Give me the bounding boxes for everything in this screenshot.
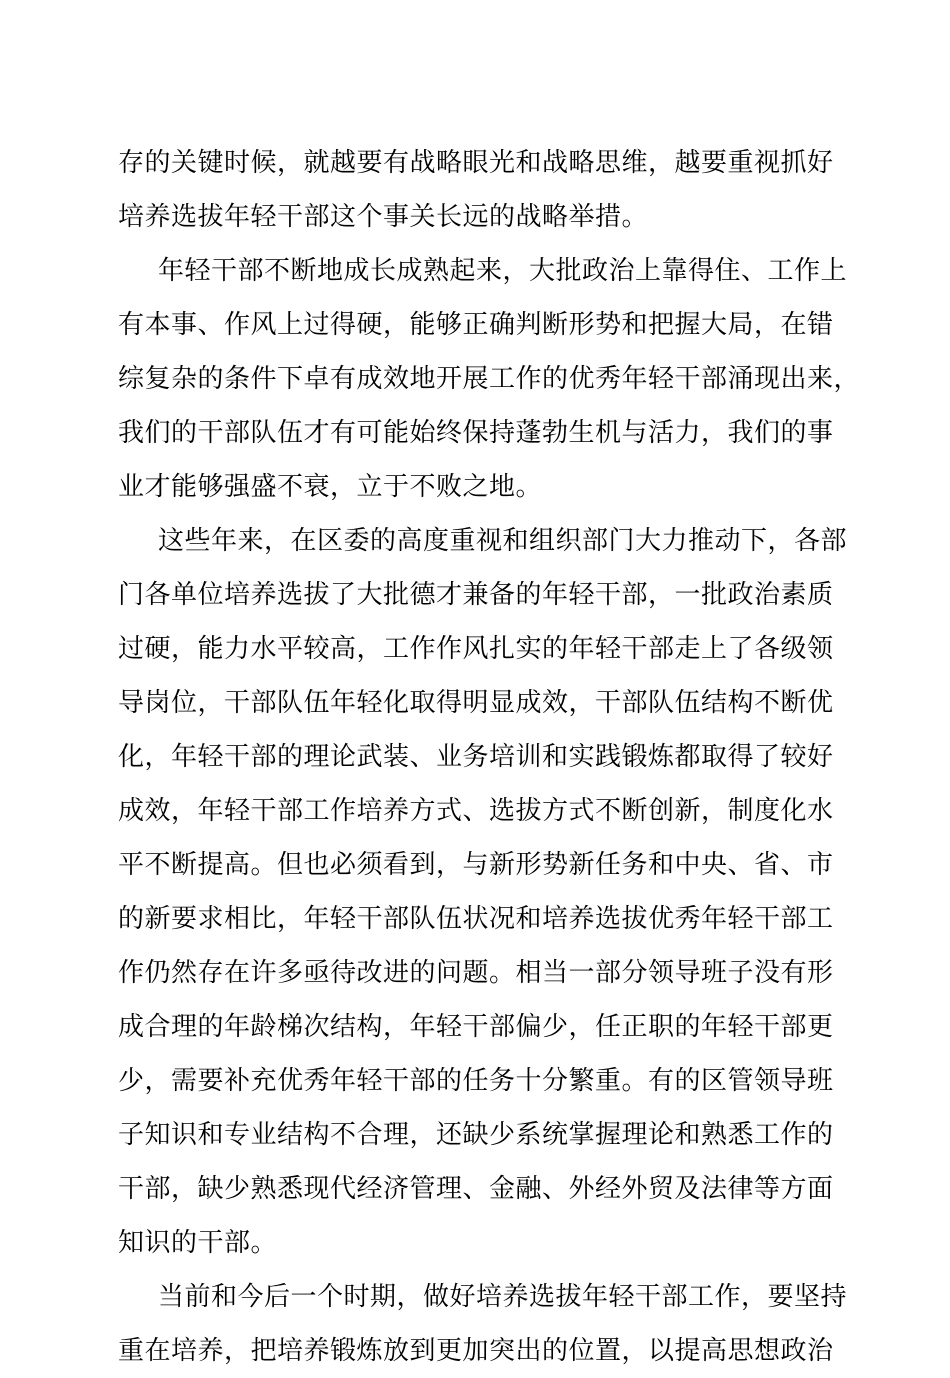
text-line: 作仍然存在许多亟待改进的问题。相当一部分领导班子没有形 <box>118 958 834 988</box>
text-line: 化，年轻干部的理论武装、业务培训和实践锻炼都取得了较好 <box>118 742 834 772</box>
text-line: 干部，缺少熟悉现代经济管理、金融、外经外贸及法律等方面 <box>118 1174 834 1204</box>
text-line: 存的关键时候，就越要有战略眼光和战略思维，越要重视抓好 <box>118 148 834 178</box>
text-line: 过硬，能力水平较高，工作作风扎实的年轻干部走上了各级领 <box>118 634 834 664</box>
text-line: 少，需要补充优秀年轻干部的任务十分繁重。有的区管领导班 <box>118 1066 834 1096</box>
paragraph-first-line: 这些年来，在区委的高度重视和组织部门大力推动下，各部 <box>158 526 848 556</box>
text-line: 子知识和专业结构不合理，还缺少系统掌握理论和熟悉工作的 <box>118 1120 834 1150</box>
text-line: 门各单位培养选拔了大批德才兼备的年轻干部，一批政治素质 <box>118 580 834 610</box>
text-line: 综复杂的条件下卓有成效地开展工作的优秀年轻干部涌现出来， <box>118 364 861 394</box>
text-line: 知识的干部。 <box>118 1228 278 1258</box>
text-line: 平不断提高。但也必须看到，与新形势新任务和中央、省、市 <box>118 850 834 880</box>
text-line: 成合理的年龄梯次结构，年轻干部偏少，任正职的年轻干部更 <box>118 1012 834 1042</box>
text-line: 成效，年轻干部工作培养方式、选拔方式不断创新，制度化水 <box>118 796 834 826</box>
text-line: 业才能够强盛不衰，立于不败之地。 <box>118 472 543 502</box>
text-line: 我们的干部队伍才有可能始终保持蓬勃生机与活力，我们的事 <box>118 418 834 448</box>
document-body <box>118 136 861 1378</box>
paragraph-first-line: 年轻干部不断地成长成熟起来，大批政治上靠得住、工作上 <box>158 256 848 286</box>
text-line: 有本事、作风上过得硬，能够正确判断形势和把握大局，在错 <box>118 310 834 340</box>
text-line: 重在培养，把培养锻炼放到更加突出的位置，以提高思想政治 <box>118 1336 834 1366</box>
text-line: 培养选拔年轻干部这个事关长远的战略举措。 <box>118 202 649 232</box>
paragraph-first-line: 当前和今后一个时期，做好培养选拔年轻干部工作，要坚持 <box>158 1282 848 1312</box>
text-line: 导岗位，干部队伍年轻化取得明显成效，干部队伍结构不断优 <box>118 688 834 718</box>
text-line: 的新要求相比，年轻干部队伍状况和培养选拔优秀年轻干部工 <box>118 904 834 934</box>
